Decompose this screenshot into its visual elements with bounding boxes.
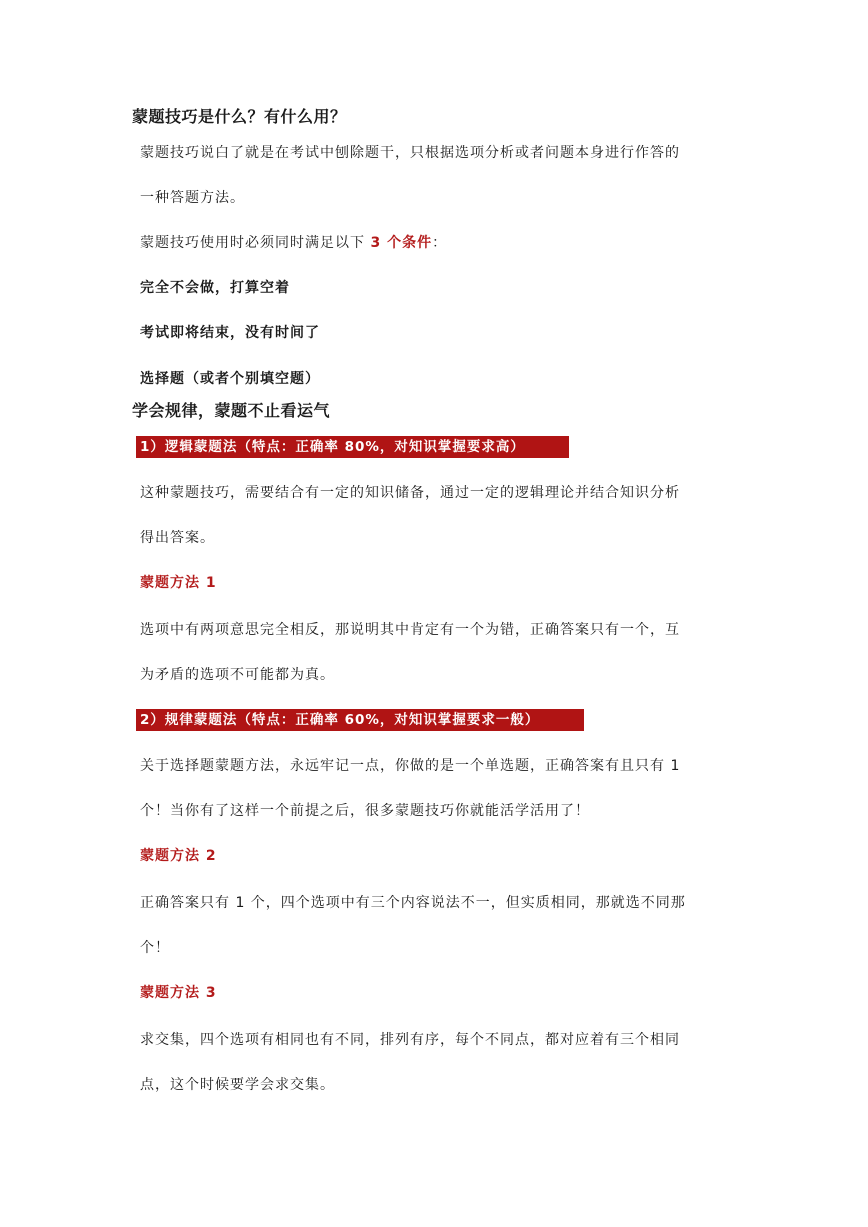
body-text-line: 正确答案只有 1 个，四个选项中有三个内容说法不一，但实质相同，那就选不同那 xyxy=(140,895,686,911)
condition-item: 选择题（或者个别填空题） xyxy=(140,371,320,387)
body-text-line: 求交集，四个选项有相同也有不同，排列有序，每个不同点，都对应着有三个相同 xyxy=(140,1032,680,1048)
body-text-line: 得出答案。 xyxy=(140,530,215,546)
body-text-line: 点，这个时候要学会求交集。 xyxy=(140,1077,335,1093)
body-text-line: 个！当你有了这样一个前提之后，很多蒙题技巧你就能活学活用了！ xyxy=(140,803,590,819)
conditions-highlight: 3 个条件 xyxy=(370,235,433,251)
intro-paragraph-line: 一种答题方法。 xyxy=(140,190,245,206)
method-subheading: 蒙题方法 2 xyxy=(140,848,217,864)
body-text-line: 选项中有两项意思完全相反，那说明其中肯定有一个为错，正确答案只有一个，互 xyxy=(140,622,680,638)
method-subheading: 蒙题方法 1 xyxy=(140,575,217,591)
body-text-line: 个！ xyxy=(140,940,170,956)
method-subheading: 蒙题方法 3 xyxy=(140,985,217,1001)
conditions-suffix: ： xyxy=(432,235,448,251)
intro-paragraph-line: 蒙题技巧说白了就是在考试中刨除题干，只根据选项分析或者问题本身进行作答的 xyxy=(140,145,680,161)
method-banner-pattern: 2）规律蒙题法（特点：正确率 60%，对知识掌握要求一般） xyxy=(136,709,584,731)
body-text-line: 关于选择题蒙题方法，永远牢记一点，你做的是一个单选题，正确答案有且只有 1 xyxy=(140,758,681,774)
section-title-patterns: 学会规律，蒙题不止看运气 xyxy=(132,401,331,420)
section-title-what-is: 蒙题技巧是什么？有什么用？ xyxy=(132,107,347,126)
body-text-line: 为矛盾的选项不可能都为真。 xyxy=(140,667,335,683)
conditions-prefix: 蒙题技巧使用时必须同时满足以下 xyxy=(140,235,371,251)
condition-item: 考试即将结束，没有时间了 xyxy=(140,325,320,341)
condition-item: 完全不会做，打算空着 xyxy=(140,280,290,296)
conditions-intro xyxy=(140,233,447,253)
method-banner-logic: 1）逻辑蒙题法（特点：正确率 80%，对知识掌握要求高） xyxy=(136,436,569,458)
body-text-line: 这种蒙题技巧，需要结合有一定的知识储备，通过一定的逻辑理论并结合知识分析 xyxy=(140,485,680,501)
